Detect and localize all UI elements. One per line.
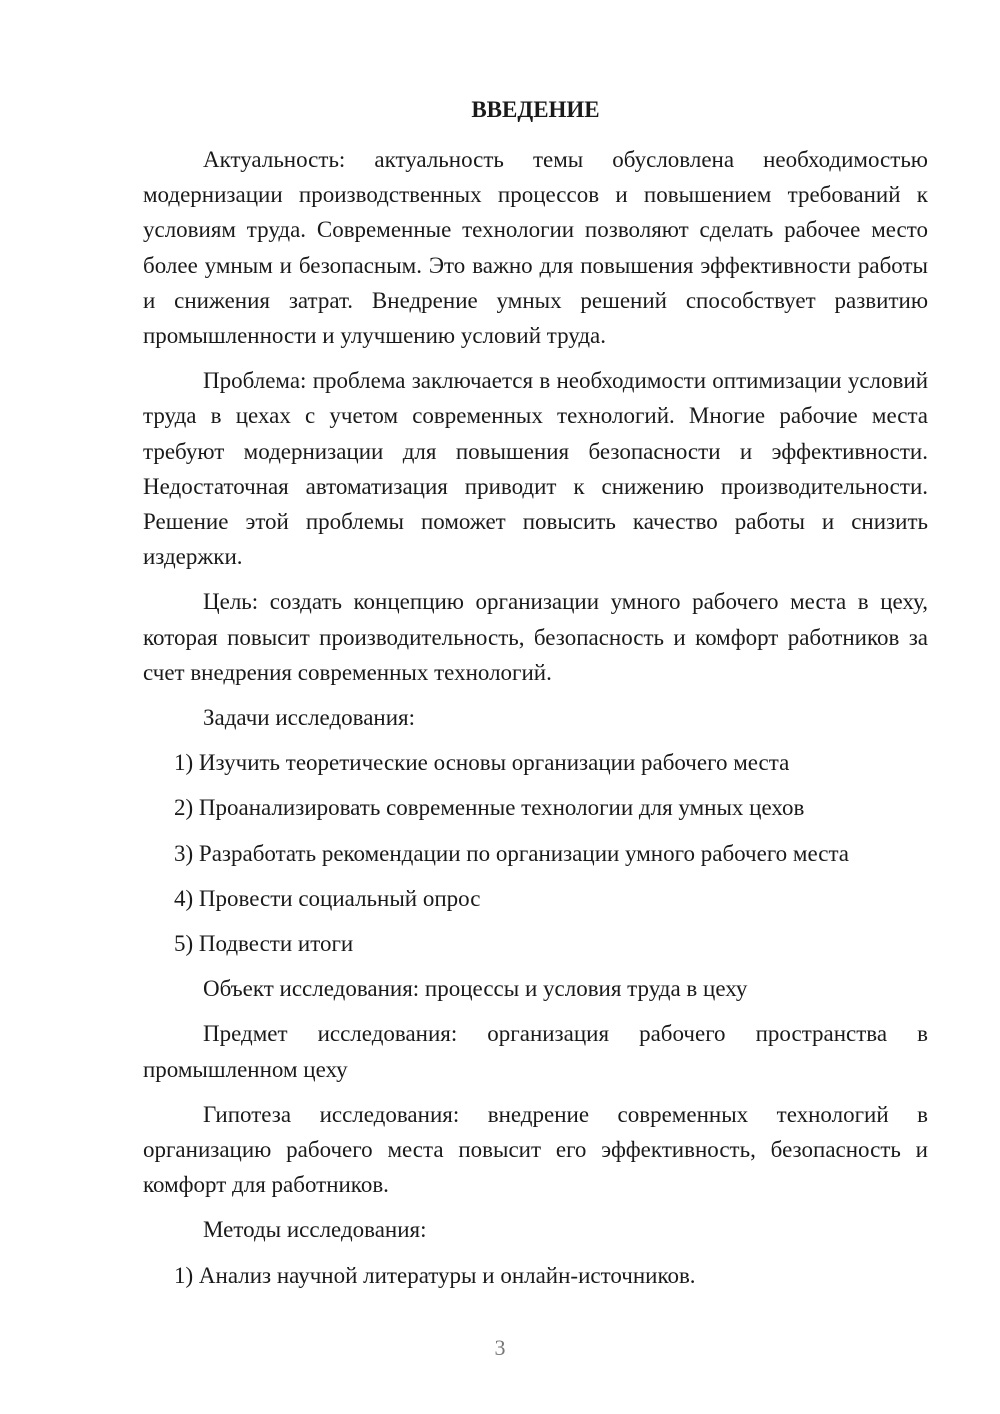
document-body [143,142,928,1303]
methods-heading: Методы исследования: [203,1217,427,1243]
hypothesis-paragraph: Гипотеза исследования: внедрение современных технологий в организацию рабочего места повысит его эффективность, безопасность и комфорт для работников. [143,1101,928,1198]
goal-paragraph: Цель: создать концепцию организации умного рабочего места в цеху, которая повысит производительность, безопасность и комфорт работников за счет внедрения современных технологий. [143,589,928,685]
task-item: 1) Изучить теоретические основы организации рабочего места [174,750,790,776]
task-item: 4) Провести социальный опрос [174,885,481,911]
problem-paragraph: Проблема: проблема заключается в необходимости оптимизации условий труда в цехах с учетом современных технологий. Многие рабочие места требуют модернизации для повышения безопасности и эффективности. Недостаточная автоматизация приводит к снижению производительности. Решение этой проблемы поможет повысить качество работы и снизить издержки. [143,368,928,570]
subject-paragraph: Предмет исследования: организация рабочего пространства в промышленном цеху [143,1021,928,1082]
task-item: 2) Проанализировать современные технологии для умных цехов [174,795,805,821]
tasks-heading: Задачи исследования: [203,705,416,731]
section-title: ВВЕДЕНИЕ [471,97,600,122]
task-item: 5) Подвести итоги [174,931,354,957]
object-paragraph: Объект исследования: процессы и условия труда в цеху [203,976,748,1002]
task-item: 3) Разработать рекомендации по организации умного рабочего места [174,840,850,866]
method-item: 1) Анализ научной литературы и онлайн-источников. [174,1262,696,1288]
relevance-paragraph: Актуальность: актуальность темы обусловлена необходимостью модернизации производственных процессов и повышением требований к условиям труда. Современные технологии позволяют сделать рабочее место более умным и безопасным. Это важно для повышения эффективности работы и снижения затрат. Внедрение умных решений способствует развитию промышленности и улучшению условий труда. [143,147,928,349]
page-number: 3 [494,1335,506,1360]
